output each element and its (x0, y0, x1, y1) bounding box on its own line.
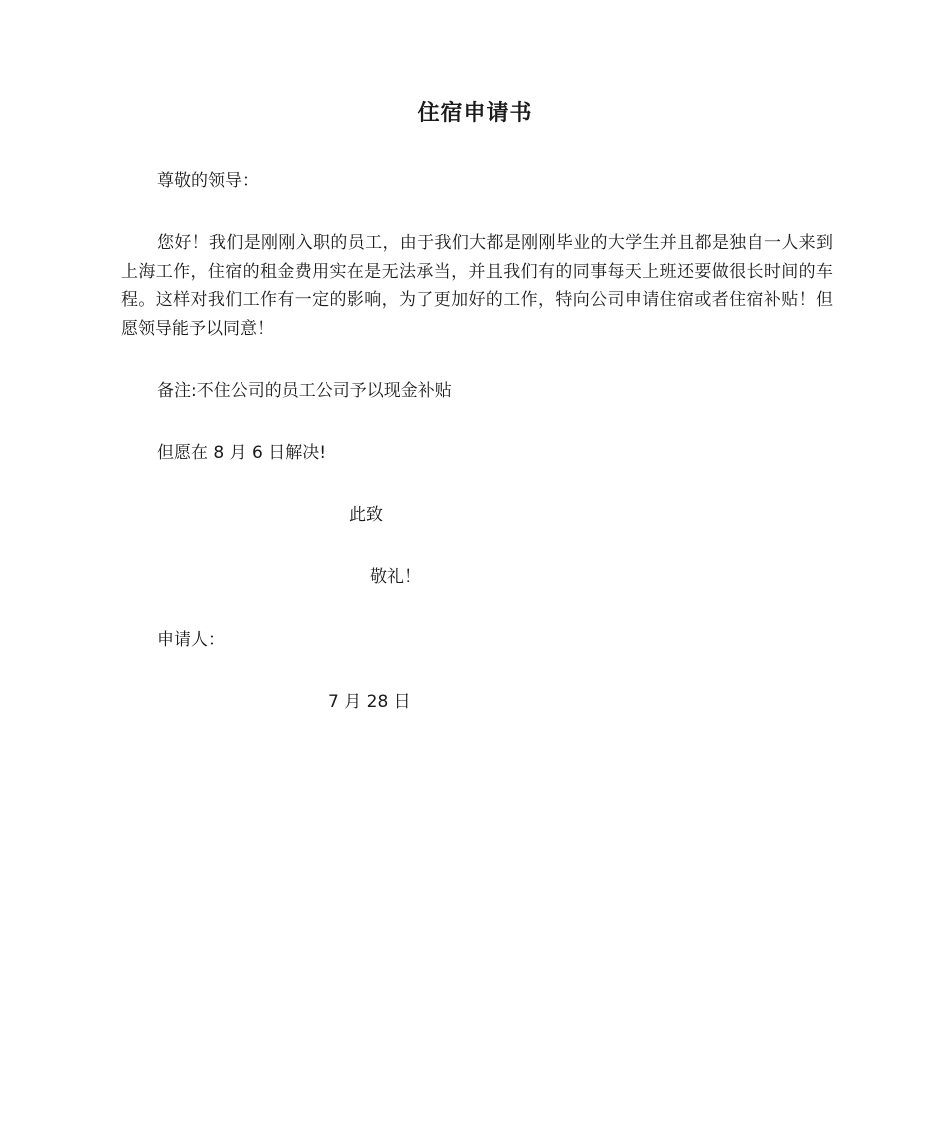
resolution-date-line: 但愿在 8 月 6 日解决! (157, 443, 327, 463)
document-date: 7 月 28 日 (328, 692, 411, 712)
closing-line-2: 敬礼！ (370, 567, 421, 587)
applicant-label: 申请人： (157, 630, 225, 650)
salutation: 尊敬的领导： (157, 171, 259, 191)
note-line: 备注:不住公司的员工公司予以现金补贴 (157, 381, 452, 401)
document-title: 住宿申请书 (417, 101, 533, 126)
closing-line-1: 此致 (349, 505, 383, 525)
body-paragraph: 您好！我们是刚刚入职的员工，由于我们大都是刚刚毕业的大学生并且都是独自一人来到上海工作，住宿的租金费用实在是无法承当，并且我们有的同事每天上班还要做很长时间的车程。这样对我们工作有一定的影响，为了更加好的工作，特向公司申请住宿或者住宿补贴！但愿领导能予以同意！ (121, 233, 833, 339)
